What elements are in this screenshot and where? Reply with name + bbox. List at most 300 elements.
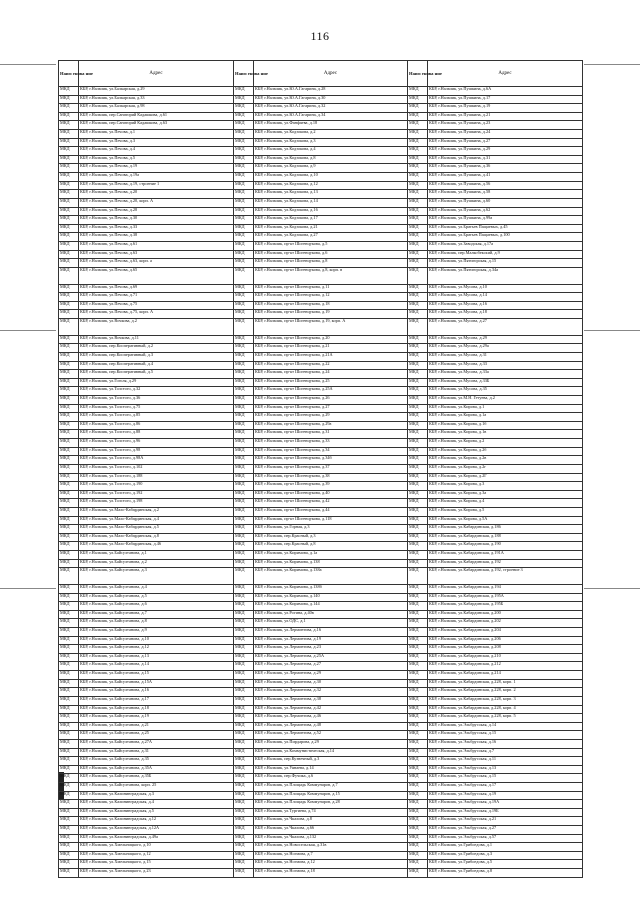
building-type-cell: МКД xyxy=(59,361,79,370)
address-cell: КБР, г.Нальчик, ул.Пушкина, д.23 xyxy=(428,121,583,130)
address-cell: КБР, г.Нальчик, ул.Калининградская, д.49а xyxy=(79,834,234,843)
address-cell: КБР, г.Нальчик, ул.Кирова, д.2б xyxy=(428,447,583,456)
building-type-cell: МКД xyxy=(234,525,254,534)
address-cell: КБР, г.Нальчик, ул.Кирова, д.1а xyxy=(428,413,583,422)
table-row xyxy=(59,155,583,164)
address-cell: КБР, г.Нальчик, ул.Байсултанова, д.25 xyxy=(79,731,234,740)
address-cell: КБР, г.Нальчик, ул.Эльбрусская, д.21 xyxy=(428,817,583,826)
table-row xyxy=(59,439,583,448)
address-cell: КБР, г.Нальчик, ул.Киримова, д.138а xyxy=(254,568,408,585)
building-type-cell: МКД xyxy=(408,301,428,310)
address-cell: КБР, г.Нальчик, ул.Печова, д.3 xyxy=(79,138,234,147)
building-type-cell: МКД xyxy=(234,198,254,207)
address-cell: КБР, г.Нальчик, ул.Вочкова, д.11 xyxy=(79,335,234,344)
building-type-cell: МКД xyxy=(234,636,254,645)
address-cell: КБР, г.Нальчик, ул.Чкалова, д.8 xyxy=(254,817,408,826)
address-cell: КБР, г.Нальчик, ул.Калининградская, д.12А xyxy=(79,826,234,835)
address-cell: КБР, г.Нальчик, ул.Лермонтова, д.27 xyxy=(254,662,408,671)
address-cell: КБР, г.Нальчик, ул.Ногмова, д.7 xyxy=(254,851,408,860)
address-cell: КБР, г.Нальчик, ул.Кирова, д.2 xyxy=(428,439,583,448)
building-type-cell: МКД xyxy=(59,688,79,697)
address-cell: КБР, г.Нальчик, пер.Санаторий Кадашкова, д.61 xyxy=(79,112,234,121)
building-type-cell: МКД xyxy=(234,87,254,96)
building-type-cell: МКД xyxy=(59,301,79,310)
address-cell: КБР, г.Нальчик, ул.Мусова, д.35 xyxy=(428,387,583,396)
building-type-cell: МКД xyxy=(408,748,428,757)
building-type-cell: МКД xyxy=(59,164,79,173)
building-type-cell: МКД xyxy=(408,722,428,731)
building-type-cell: МКД xyxy=(234,319,254,336)
building-type-cell: МКД xyxy=(234,490,254,499)
building-type-cell: МКД xyxy=(408,525,428,534)
address-cell: КБР, г.Нальчик, ул.Кирова, д.5 xyxy=(428,507,583,516)
building-type-cell: МКД xyxy=(408,352,428,361)
address-cell: КБР, г.Нальчик, ул.Кодзокова, д.3 xyxy=(254,138,408,147)
address-cell: КБР, г.Нальчик, ул.Лермонтова, д.29 xyxy=(254,671,408,680)
address-cell: КБР, г.Нальчик, ул.Байсултанова, д.17 xyxy=(79,696,234,705)
building-type-cell: МКД xyxy=(408,138,428,147)
column-header-kind: Наим енова ние xyxy=(59,61,79,87)
building-type-cell: МКД xyxy=(234,147,254,156)
building-type-cell: МКД xyxy=(234,190,254,199)
address-cell: КБР, г.Нальчик, пр-кт Шогенцукова, д.20 xyxy=(254,335,408,344)
building-type-cell: МКД xyxy=(234,250,254,259)
address-cell: КБР, г.Нальчик, ул.Эльбрусская, д.15 xyxy=(428,731,583,740)
table-row xyxy=(59,568,583,585)
building-type-cell: МКД xyxy=(234,396,254,405)
building-type-cell: МКД xyxy=(408,507,428,516)
address-cell: КБР, г.Нальчик, ул.Площадь Коммунаров, д.15 xyxy=(254,791,408,800)
table-row xyxy=(59,181,583,190)
address-cell: КБР, г.Нальчик, ул.Калининградская, д.4 xyxy=(79,800,234,809)
address-cell: КБР, г.Нальчик, ул.Чкалова, д.132 xyxy=(254,834,408,843)
building-type-cell: МКД xyxy=(59,335,79,344)
table-header-row xyxy=(59,61,583,87)
address-cell: КБР, г.Нальчик, ул.Толстого, д.86 xyxy=(79,421,234,430)
table-row xyxy=(59,757,583,766)
address-cell: КБР, г.Нальчик, ул.Пушкина, д.21 xyxy=(428,112,583,121)
building-type-cell: МКД xyxy=(59,198,79,207)
address-cell: КБР, г.Нальчик, ул.Печова, д.28 xyxy=(79,207,234,216)
margin-line-left xyxy=(0,64,56,65)
table-row xyxy=(59,525,583,534)
building-type-cell: МКД xyxy=(234,696,254,705)
address-cell: КБР, г.Нальчик, ул.Байсултанова, д.4 xyxy=(79,584,234,593)
building-type-cell: МКД xyxy=(234,671,254,680)
address-cell: КБР, г.Нальчик, ул.Хмельницкого, д.12 xyxy=(79,851,234,860)
address-cell: КБР, г.Нальчик, ул.Кабардинская, д.186 xyxy=(428,525,583,534)
building-type-cell: МКД xyxy=(234,164,254,173)
address-cell: КБР, г.Нальчик, ул.Пушкина, д.27 xyxy=(428,138,583,147)
address-cell: КБР, г.Нальчик, ул.Кабардинская, д.202 xyxy=(428,619,583,628)
building-type-cell: МКД xyxy=(408,430,428,439)
address-cell: КБР, г.Нальчик, ул.Кирова, д.4 xyxy=(428,499,583,508)
address-cell: КБР, г.Нальчик, ул.Калининградская, д.3 xyxy=(79,791,234,800)
address-cell: КБР, г.Нальчик, ул.Мало-Кабардинская, д.5 xyxy=(79,525,234,534)
building-type-cell: МКД xyxy=(59,525,79,534)
table-row xyxy=(59,584,583,593)
building-type-cell: МКД xyxy=(408,130,428,139)
building-type-cell: МКД xyxy=(59,662,79,671)
building-type-cell: МКД xyxy=(234,121,254,130)
address-cell: КБР, г.Нальчик, ул.Эльбрусская, д.27 xyxy=(428,826,583,835)
table-row xyxy=(59,739,583,748)
address-cell: КБР, г.Нальчик, ул.Кирова, д.3 xyxy=(428,482,583,491)
address-cell: КБР, г.Нальчик, ул.Кодзокова, д.21 xyxy=(254,224,408,233)
building-type-cell: МКД xyxy=(408,335,428,344)
address-cell: КБР, г.Нальчик, пр-кт Шогенцукова, д.19, корп. А xyxy=(254,319,408,336)
address-cell: КБР, г.Нальчик, ул.Кодзокова, д.8 xyxy=(254,155,408,164)
building-type-cell: МКД xyxy=(408,155,428,164)
address-cell: КБР, г.Нальчик, ул.Заводская, д.17а xyxy=(428,241,583,250)
building-type-cell: МКД xyxy=(234,610,254,619)
address-cell: КБР, г.Нальчик, ул.Пирдарова, д.29 xyxy=(254,739,408,748)
table-row xyxy=(59,319,583,336)
address-cell: КБР, г.Нальчик, ул.Пушкина, д.19 xyxy=(428,104,583,113)
address-cell: КБР, г.Нальчик, пр-кт Шогенцукова, д.27 xyxy=(254,404,408,413)
address-cell: КБР, г.Нальчик, ул.Мало-Кабардинская, д.46 xyxy=(79,542,234,551)
table-row xyxy=(59,826,583,835)
building-type-cell: МКД xyxy=(408,851,428,860)
address-cell: КБР, г.Нальчик, ул.Киримова, д.138б xyxy=(254,584,408,593)
address-cell: КБР, г.Нальчик, ул.Лермонтова, д.52 xyxy=(254,731,408,740)
address-cell: КБР, г.Нальчик, ул.Байсултанова, д.5 xyxy=(79,593,234,602)
building-type-cell: МКД xyxy=(408,679,428,688)
address-cell: КБР, г.Нальчик, ул.Толстого, д.32 xyxy=(79,387,234,396)
building-type-cell: МКД xyxy=(234,430,254,439)
address-cell: КБР, г.Нальчик, ул.Пушкина, д.31 xyxy=(428,155,583,164)
building-type-cell: МКД xyxy=(408,731,428,740)
address-cell: КБР, г.Нальчик, пр-кт Шогенцукова, д.18 xyxy=(254,301,408,310)
table-row xyxy=(59,198,583,207)
building-type-cell: МКД xyxy=(408,499,428,508)
building-type-cell: МКД xyxy=(408,568,428,585)
building-type-cell: МКД xyxy=(408,181,428,190)
building-type-cell: МКД xyxy=(234,181,254,190)
address-register-table xyxy=(58,60,583,878)
address-cell: КБР, г.Нальчик, ул.Байсултанова, д.27А xyxy=(79,739,234,748)
building-type-cell: МКД xyxy=(234,808,254,817)
address-cell: КБР, г.Нальчик, ул.Кодзокова, д.9 xyxy=(254,164,408,173)
building-type-cell: МКД xyxy=(59,516,79,525)
building-type-cell: МКД xyxy=(59,705,79,714)
address-cell: КБР, г.Нальчик, ул.Печова, д.33 xyxy=(79,224,234,233)
building-type-cell: МКД xyxy=(234,584,254,593)
building-type-cell: МКД xyxy=(59,507,79,516)
building-type-cell: МКД xyxy=(408,387,428,396)
building-type-cell: МКД xyxy=(59,456,79,465)
address-cell: КБР, г.Нальчик, ул.Братьев Пащаевых, д.100 xyxy=(428,233,583,242)
building-type-cell: МКД xyxy=(408,267,428,284)
address-cell: КБР, г.Нальчик, ул.Коммунистическая, д.14 xyxy=(254,748,408,757)
building-type-cell: МКД xyxy=(408,456,428,465)
address-cell: КБР, г.Нальчик, ул.Байсултанова, д.21 xyxy=(79,722,234,731)
address-cell: КБР, г.Нальчик, ул.Мусова, д.33а xyxy=(428,370,583,379)
address-cell: КБР, г.Нальчик, ул.Лермонтова, д.16 xyxy=(254,628,408,637)
building-type-cell: МКД xyxy=(234,387,254,396)
building-type-cell: МКД xyxy=(59,602,79,611)
address-cell: КБР, г.Нальчик, ул.Толстого, д.98А xyxy=(79,456,234,465)
building-type-cell: МКД xyxy=(59,259,79,268)
address-cell: КБР, г.Нальчик, ул.Толстого, д.96 xyxy=(79,439,234,448)
building-type-cell: МКД xyxy=(234,95,254,104)
address-cell: КБР, г.Нальчик, ул.Кирова, д.2г xyxy=(428,464,583,473)
building-type-cell: МКД xyxy=(59,147,79,156)
building-type-cell: МКД xyxy=(408,662,428,671)
address-cell: КБР, г.Нальчик, ул.Байсултанова, д.15А xyxy=(79,679,234,688)
address-cell: КБР, г.Нальчик, ул.Мало-Кабардинская, д.2 xyxy=(79,507,234,516)
building-type-cell: МКД xyxy=(234,679,254,688)
address-cell: КБР, г.Нальчик, ул.Кирова, д.1 xyxy=(428,404,583,413)
building-type-cell: МКД xyxy=(59,559,79,568)
building-type-cell: МКД xyxy=(234,104,254,113)
address-cell: КБР, г.Нальчик, пр-кт Шогенцукова, д.44 xyxy=(254,507,408,516)
building-type-cell: МКД xyxy=(408,516,428,525)
address-cell: КБР, г.Нальчик, пр-кт Шогенцукова, д.24 xyxy=(254,370,408,379)
building-type-cell: МКД xyxy=(59,714,79,723)
building-type-cell: МКД xyxy=(59,155,79,164)
building-type-cell: МКД xyxy=(234,344,254,353)
address-cell: КБР, г.Нальчик, ул.Рогина, д.40в xyxy=(254,610,408,619)
building-type-cell: МКД xyxy=(408,241,428,250)
address-cell: КБР, г.Нальчик, ул.Кабардинская, д.206 xyxy=(428,636,583,645)
building-type-cell: МКД xyxy=(234,516,254,525)
building-type-cell: МКД xyxy=(408,834,428,843)
address-cell: КБР, г.Нальчик, ул.Печова, д.69 xyxy=(79,284,234,293)
address-cell: КБР, г.Нальчик, пр-кт Шогенцукова, д.39 xyxy=(254,482,408,491)
building-type-cell: МКД xyxy=(59,447,79,456)
address-cell: КБР, г.Нальчик, ул.ОДС, д.1 xyxy=(254,619,408,628)
address-cell: КБР, г.Нальчик, ул.Байсултанова, корп. 25 xyxy=(79,783,234,792)
address-cell: КБР, г.Нальчик, ул.Горная, д.3 xyxy=(254,525,408,534)
building-type-cell: МКД xyxy=(408,404,428,413)
building-type-cell: МКД xyxy=(408,319,428,336)
address-cell: КБР, г.Нальчик, ул.Байсултанова, д.35 xyxy=(79,757,234,766)
address-cell: КБР, г.Нальчик, ул.Кирова, д.1б xyxy=(428,421,583,430)
address-cell: КБР, г.Нальчик, ул.Байсултанова, д.35Б xyxy=(79,774,234,783)
table-row xyxy=(59,147,583,156)
building-type-cell: МКД xyxy=(59,95,79,104)
address-cell: КБР, г.Нальчик, пр-кт Шогенцукова, д.26 xyxy=(254,396,408,405)
building-type-cell: МКД xyxy=(234,464,254,473)
address-cell: КБР, г.Нальчик, ул.Байсултанова, д.8 xyxy=(79,619,234,628)
building-type-cell: МКД xyxy=(59,593,79,602)
address-cell: КБР, г.Нальчик, ул.Печова, д.20, корп. А xyxy=(79,198,234,207)
address-cell: КБР, г.Нальчик, ул.Пушкина, д.36 xyxy=(428,164,583,173)
address-cell: КБР, г.Нальчик, ул.Печова, д.63, корп. а xyxy=(79,259,234,268)
building-type-cell: МКД xyxy=(234,551,254,560)
building-type-cell: МКД xyxy=(408,602,428,611)
address-cell: КБР, г.Нальчик, пр-кт Шогенцукова, д.34 xyxy=(254,447,408,456)
address-cell: КБР, г.Нальчик, ул.Печова, д.30 xyxy=(79,216,234,225)
address-cell: КБР, г.Нальчик, ул.Калининградская, д.5 xyxy=(79,808,234,817)
building-type-cell: МКД xyxy=(408,559,428,568)
address-cell: КБР, г.Нальчик, ул.Лермонтова, д.46 xyxy=(254,714,408,723)
building-type-cell: МКД xyxy=(234,207,254,216)
address-cell: КБР, г.Нальчик, ул.Мусова, д.33 xyxy=(428,361,583,370)
address-cell: КБР, г.Нальчик, ул.Байсултанова, д.3 xyxy=(79,568,234,585)
building-type-cell: МКД xyxy=(408,284,428,293)
building-type-cell: МКД xyxy=(408,439,428,448)
column-header-address: Адрес xyxy=(428,61,583,87)
address-cell: КБР, г.Нальчик, ул.Кодзокова, д.2 xyxy=(254,130,408,139)
table-row xyxy=(59,628,583,637)
building-type-cell: МКД xyxy=(234,542,254,551)
address-cell: КБР, г.Нальчик, ул.Кабардинская, д.194 xyxy=(428,584,583,593)
building-type-cell: МКД xyxy=(59,869,79,878)
address-cell: КБР, г.Нальчик, ул.Печова, д.1 xyxy=(79,130,234,139)
address-cell: КБР, г.Нальчик, ул.Кабардинская, д.228, корп. 4 xyxy=(428,705,583,714)
address-cell: КБР, г.Нальчик, ул.Кабардинская, д.228, корп. 3 xyxy=(428,696,583,705)
building-type-cell: МКД xyxy=(234,138,254,147)
building-type-cell: МКД xyxy=(408,147,428,156)
address-cell: КБР, г.Нальчик, ул.Печова, д.20 xyxy=(79,190,234,199)
address-cell: КБР, г.Нальчик, ул.Ю.А.Гагарина, д.30 xyxy=(254,95,408,104)
table-row xyxy=(59,87,583,96)
building-type-cell: МКД xyxy=(59,344,79,353)
address-cell: КБР, г.Нальчик, ул.Байсултанова, д.15 xyxy=(79,671,234,680)
address-cell: КБР, г.Нальчик, ул.Печова, д.65 xyxy=(79,267,234,284)
address-cell: КБР, г.Нальчик, ул.Гоголя, д.29 xyxy=(79,378,234,387)
address-cell: КБР, г.Нальчик, пр-кт Шогенцукова, д.31 xyxy=(254,430,408,439)
address-cell: КБР, г.Нальчик, ул.Эльбрусская, д.15 xyxy=(428,774,583,783)
building-type-cell: МКД xyxy=(234,259,254,268)
margin-line-left-3 xyxy=(0,588,56,589)
building-type-cell: МКД xyxy=(59,439,79,448)
page-number: 116 xyxy=(310,29,330,43)
address-cell: КБР, г.Нальчик, ул.Мусова, д.16 xyxy=(428,301,583,310)
building-type-cell: МКД xyxy=(59,731,79,740)
building-type-cell: МКД xyxy=(234,293,254,302)
building-type-cell: МКД xyxy=(59,783,79,792)
address-cell: КБР, г.Нальчик, пр-кт Шогенцукова, д.33 xyxy=(254,439,408,448)
address-cell: КБР, г.Нальчик, ул.Байсултанова, д.1 xyxy=(79,551,234,560)
address-cell: КБР, г.Нальчик, ул.Уянаева, д.14 xyxy=(254,765,408,774)
address-cell: КБР, г.Нальчик, пр-кт Шогенцукова, д.12 xyxy=(254,293,408,302)
building-type-cell: МКД xyxy=(234,507,254,516)
address-cell: КБР, г.Нальчик, пр-кт Шогенцукова, д.40 xyxy=(254,490,408,499)
building-type-cell: МКД xyxy=(59,653,79,662)
address-cell: КБР, г.Нальчик, ул.Лермонтова, д.19 xyxy=(254,636,408,645)
address-cell: КБР, г.Нальчик, ул.Кодзокова, д.14 xyxy=(254,198,408,207)
building-type-cell: МКД xyxy=(59,834,79,843)
address-cell: КБР, г.Нальчик, ул.Пушкина, д.41 xyxy=(428,173,583,182)
address-cell: КБР, г.Нальчик, ул.М.Н. Гетуева, д.2 xyxy=(428,396,583,405)
building-type-cell: МКД xyxy=(234,421,254,430)
address-cell: КБР, г.Нальчик, ул.Печова, д.61 xyxy=(79,241,234,250)
address-cell: КБР, г.Нальчик, ул.Толстого, д.102 xyxy=(79,464,234,473)
address-cell: КБР, г.Нальчик, ул.Ногмова, д.18 xyxy=(254,869,408,878)
address-cell: КБР, г.Нальчик, пр-кт Шогенцукова, д.42 xyxy=(254,499,408,508)
address-cell: КБР, г.Нальчик, ул.Эльбрусская, д.14 xyxy=(428,722,583,731)
building-type-cell: МКД xyxy=(59,696,79,705)
address-cell: КБР, г.Нальчик, ул.Толстого, д.88 xyxy=(79,430,234,439)
address-cell: КБР, г.Нальчик, ул.Кодзокова, д.10 xyxy=(254,173,408,182)
address-cell: КБР, г.Нальчик, ул.Толстого, д.188 xyxy=(79,473,234,482)
building-type-cell: МКД xyxy=(408,696,428,705)
address-cell: КБР, г.Нальчик, ул.Кабардинская, д.228, корп. 1 xyxy=(428,679,583,688)
address-cell: КБР, г.Нальчик, ул.Пушкина, д.58 xyxy=(428,190,583,199)
building-type-cell: МКД xyxy=(59,628,79,637)
address-cell: КБР, г.Нальчик, ул.Печова, д.75, корп. А xyxy=(79,310,234,319)
building-type-cell: МКД xyxy=(59,87,79,96)
building-type-cell: МКД xyxy=(408,370,428,379)
table-row xyxy=(59,216,583,225)
building-type-cell: МКД xyxy=(408,293,428,302)
building-type-cell: МКД xyxy=(59,826,79,835)
building-type-cell: МКД xyxy=(408,490,428,499)
building-type-cell: МКД xyxy=(59,645,79,654)
address-cell: КБР, г.Нальчик, пер.Красный, д.8 xyxy=(254,542,408,551)
address-cell: КБР, г.Нальчик, ул.Кабардинская, д.228, корп. 2 xyxy=(428,688,583,697)
address-cell: КБР, г.Нальчик, пер.Кооперативный, д.3 xyxy=(79,352,234,361)
building-type-cell: МКД xyxy=(234,370,254,379)
building-type-cell: МКД xyxy=(59,774,79,783)
building-type-cell: МКД xyxy=(234,688,254,697)
address-cell: КБР, г.Нальчик, ул.Кодзокова, д.4 xyxy=(254,147,408,156)
building-type-cell: МКД xyxy=(234,241,254,250)
address-cell: КБР, г.Нальчик, пр-кт Шогенцукова, д.19 xyxy=(254,310,408,319)
building-type-cell: МКД xyxy=(234,800,254,809)
table-row xyxy=(59,207,583,216)
building-type-cell: МКД xyxy=(59,310,79,319)
address-cell: КБР, г.Нальчик, ул.Ногмова, д.12 xyxy=(254,860,408,869)
building-type-cell: МКД xyxy=(59,551,79,560)
building-type-cell: МКД xyxy=(234,173,254,182)
address-cell: КБР, г.Нальчик, ул.Хмельницкого, д.10 xyxy=(79,843,234,852)
building-type-cell: МКД xyxy=(234,705,254,714)
address-cell: КБР, г.Нальчик, ул.Мало-Кабардинская, д.4 xyxy=(79,516,234,525)
building-type-cell: МКД xyxy=(234,817,254,826)
address-cell: КБР, г.Нальчик, пр-кт Шогенцукова, д.34б xyxy=(254,456,408,465)
address-cell: КБР, г.Нальчик, ул.Мусова, д.18 xyxy=(428,310,583,319)
address-cell: КБР, г.Нальчик, ул.Печова, д.38 xyxy=(79,233,234,242)
address-cell: КБР, г.Нальчик, ул.Пушкина, д.17 xyxy=(428,95,583,104)
building-type-cell: МКД xyxy=(59,851,79,860)
address-cell: КБР, г.Нальчик, ул.Эльбрусская, д.17 xyxy=(428,783,583,792)
building-type-cell: МКД xyxy=(59,404,79,413)
address-cell: КБР, г.Нальчик, ул.Кабардинская, д.192, строение 3 xyxy=(428,568,583,585)
building-type-cell: МКД xyxy=(234,765,254,774)
building-type-cell: МКД xyxy=(408,533,428,542)
building-type-cell: МКД xyxy=(234,310,254,319)
building-type-cell: МКД xyxy=(59,765,79,774)
building-type-cell: МКД xyxy=(408,765,428,774)
address-cell: КБР, г.Нальчик, ул.Эльбрусская, д.11 xyxy=(428,757,583,766)
building-type-cell: МКД xyxy=(408,739,428,748)
building-type-cell: МКД xyxy=(59,843,79,852)
building-type-cell: МКД xyxy=(408,628,428,637)
address-cell: КБР, г.Нальчик, ул.Кирова, д.2Г xyxy=(428,473,583,482)
table-row xyxy=(59,671,583,680)
building-type-cell: МКД xyxy=(59,671,79,680)
building-type-cell: МКД xyxy=(234,404,254,413)
building-type-cell: МКД xyxy=(59,584,79,593)
building-type-cell: МКД xyxy=(59,791,79,800)
address-cell: КБР, г.Нальчик, ул.Калининградская, д.12 xyxy=(79,817,234,826)
address-cell: КБР, г.Нальчик, пер.Кооперативный, д.5 xyxy=(79,370,234,379)
building-type-cell: МКД xyxy=(59,130,79,139)
table-row xyxy=(59,714,583,723)
margin-line-right-2 xyxy=(584,330,640,331)
address-cell: КБР, г.Нальчик, ул.Пятигорская, д.34а xyxy=(428,267,583,284)
building-type-cell: МКД xyxy=(234,233,254,242)
building-type-cell: МКД xyxy=(234,216,254,225)
address-cell: КБР, г.Нальчик, ул.Кабардинская, д.212 xyxy=(428,662,583,671)
address-cell: КБР, г.Нальчик, ул.Байсултанова, д.14 xyxy=(79,662,234,671)
address-cell: КБР, г.Нальчик, пр-кт Шогенцукова, д.21А xyxy=(254,352,408,361)
building-type-cell: МКД xyxy=(234,352,254,361)
